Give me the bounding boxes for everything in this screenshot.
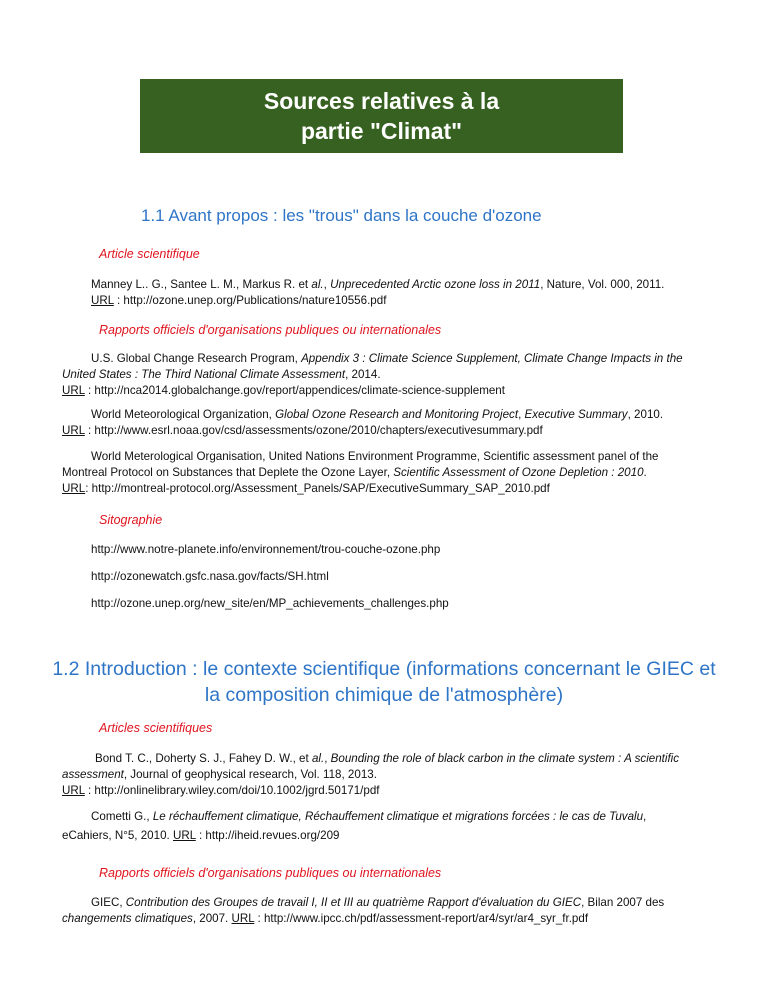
ref-title-2: United States : The Third National Climate Assessment [62,368,346,381]
reference-bond [62,751,696,799]
ref-rest-2: , 2007. [192,912,232,925]
ref-authors: U.S. Global Change Research Program, [91,352,302,365]
subheading-rapports-officiels-2: Rapports officiels d'organisations publiques ou internationales [99,866,442,880]
ref-url[interactable]: : http://ozone.unep.org/Publications/nature10556.pdf [113,294,387,307]
ref-title: Scientific Assessment of Ozone Depletion : 2010 [393,466,644,479]
url-label: URL [172,829,196,842]
url-label: URL [62,424,85,437]
section-1-2-heading [0,656,768,708]
section-1-2-heading-line-1: 1.2 Introduction : le contexte scientifique (informations concernant le GIEC et [52,658,716,680]
reference-usgcrp [62,351,696,399]
ref-title-1: Appendix 3 : Climate Science Supplement, Climate Change Impacts in the [301,352,683,365]
title-banner [140,79,623,153]
ref-journal: eCahiers, N°5, 2010. [62,829,173,842]
section-1-2-heading-line-2: la composition chimique de l'atmosphère) [204,684,564,706]
ref-title-2: assessment [62,768,124,781]
ref-title: Global Ozone Research and Monitoring Project [275,408,519,421]
ref-sep: , [324,752,331,765]
url-label: URL [91,294,114,307]
ref-sep: , [518,408,525,421]
banner-line-2: partie "Climat" [300,118,463,144]
banner-line-1: Sources relatives à la [263,88,500,114]
ref-title-2: Executive Summary [524,408,628,421]
ref-rest-1: , Bilan 2007 des [581,896,665,909]
url-label: URL [62,482,86,495]
site-link-3[interactable]: http://ozone.unep.org/new_site/en/MP_achievements_challenges.php [91,597,449,610]
ref-authors: World Meteorological Organization, [91,408,276,421]
subheading-articles-scientifiques: Articles scientifiques [99,721,213,735]
ref-url[interactable]: : http://www.esrl.noaa.gov/csd/assessments/ozone/2010/chapters/executivesummary.pdf [84,424,543,437]
url-label: URL [62,384,85,397]
ref-url[interactable]: : http://nca2014.globalchange.gov/report/appendices/climate-science-supplement [84,384,505,397]
ref-rest: , Nature, Vol. 000, 2011. [540,278,665,291]
ref-rest: . [643,466,647,479]
ref-authors: Cometti G., [91,810,153,823]
ref-etal: al. [311,752,325,765]
reference-giec [62,895,702,927]
reference-wmo-unep [62,449,696,497]
subheading-article-scientifique: Article scientifique [99,247,200,261]
ref-url[interactable]: : http://montreal-protocol.org/Assessment_Panels/SAP/ExecutiveSummary_SAP_2010.pdf [85,482,550,495]
ref-rest: , 2014. [345,368,381,381]
ref-sep: , [323,278,331,291]
ref-authors: GIEC, [91,896,126,909]
section-1-1-heading: 1.1 Avant propos : les "trous" dans la couche d'ozone [141,206,542,225]
reference-manney [91,277,691,309]
ref-url[interactable]: : http://www.ipcc.ch/pdf/assessment-report/ar4/syr/ar4_syr_fr.pdf [254,912,589,925]
url-label: URL [62,784,85,797]
ref-title: Le réchauffement climatique, Réchauffement climatique et migrations forcées : le cas de Tuvalu [152,810,644,823]
ref-title-1: Contribution des Groupes de travail I, II et III au quatrième Rapport d'évaluation du GIEC [125,896,582,909]
ref-authors: Manney L.. G., Santee L. M., Markus R. et [91,278,312,291]
ref-rest: , [643,810,647,823]
url-label: URL [231,912,255,925]
ref-rest: , 2010. [627,408,664,421]
reference-wmo [62,407,696,439]
subheading-rapports-officiels: Rapports officiels d'organisations publiques ou internationales [99,323,442,337]
ref-title: Unprecedented Arctic ozone loss in 2011 [330,278,541,291]
ref-etal: al. [311,278,324,291]
subheading-sitographie: Sitographie [99,513,163,527]
ref-title-2: changements climatiques [62,912,193,925]
ref-authors: Bond T. C., Doherty S. J., Fahey D. W., et [95,752,312,765]
ref-url[interactable]: : http://onlinelibrary.wiley.com/doi/10.1002/jgrd.50171/pdf [84,784,380,797]
ref-line-1: World Meterological Organisation, United Nations Environment Programme, Scientific assessment panel of the [91,450,659,463]
reference-cometti [62,809,696,844]
ref-rest: , Journal of geophysical research, Vol. 118, 2013. [123,768,377,781]
ref-authors: Montreal Protocol on Substances that Deplete the Ozone Layer, [62,466,394,479]
ref-url[interactable]: : http://iheid.revues.org/209 [195,829,340,842]
ref-title-1: Bounding the role of black carbon in the climate system : A scientific [330,752,680,765]
site-link-2[interactable]: http://ozonewatch.gsfc.nasa.gov/facts/SH.html [91,570,329,583]
site-link-1[interactable]: http://www.notre-planete.info/environnement/trou-couche-ozone.php [91,543,441,556]
